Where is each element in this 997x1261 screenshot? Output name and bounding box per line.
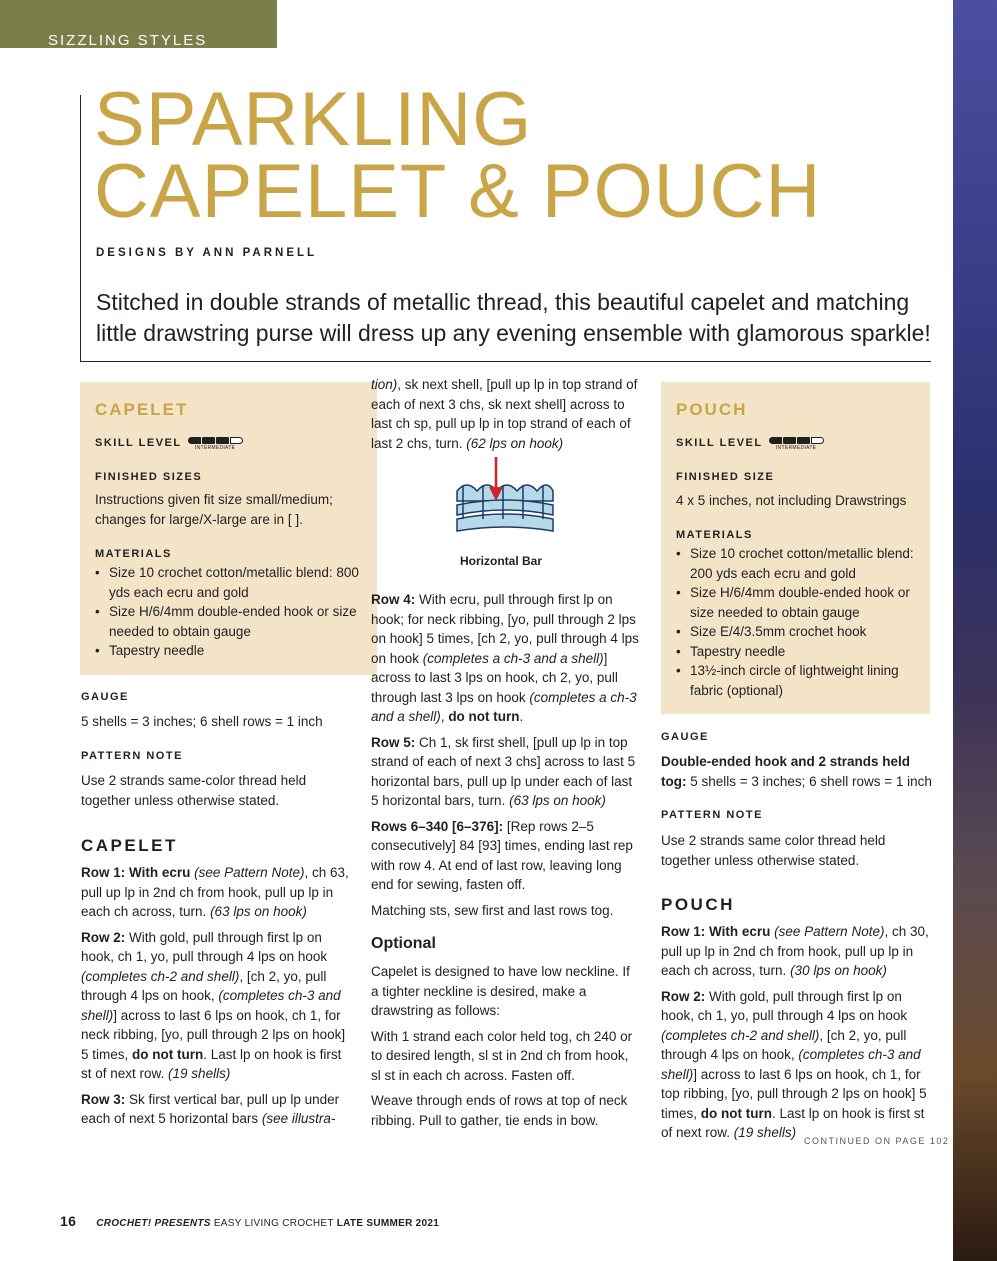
pouch-heading: POUCH <box>661 895 735 914</box>
capelet-gauge-text: 5 shells = 3 inches; 6 shell rows = 1 inch <box>81 714 323 729</box>
optional-heading: Optional <box>371 935 436 952</box>
materials-label: MATERIALS <box>95 548 172 560</box>
page-footer <box>60 1213 439 1229</box>
side-photo-strip <box>953 0 997 1261</box>
capelet-instructions-col2: Row 4: With ecru, pull through first lp on hook; for neck ribbing, [yo, pull through 2 lps on hook] 5 times, [ch 2, yo, pull through 4 lps on hook (completes a ch-3 and a shell)] across to last 3 lps on hook, ch 2, yo, pull through last 3 lps on hook (completes a ch-3 and a shell), do not turn. Row 5: Ch 1, sk first shell, [pull up lp in top strand of each of next 3 chs] across to last 5 horizontal bars, pull up lp under each of last 5 horizontal bars, turn. (63 lps on hook) Rows 6–340 [6–376]: [Rep rows 2–5 consecutively] 84 [93] times, ending last rep with row 4. At end of last row, leaving long end for sewing, fasten off. Matching sts, sew first and last rows tog. <box>371 592 639 918</box>
list-item: • Size E/4/3.5mm crochet hook <box>676 622 924 642</box>
continued-note: CONTINUED ON PAGE 102 <box>804 1136 950 1146</box>
capelet-info-box <box>80 382 377 675</box>
footer-magazine: EASY LIVING CROCHET <box>210 1218 337 1229</box>
capelet-gauge-label: GAUGE <box>81 691 129 703</box>
list-item: • Size 10 crochet cotton/metallic blend: 200 yds each ecru and gold <box>676 544 924 583</box>
capelet-materials-list <box>95 563 365 661</box>
list-item: • Size 10 crochet cotton/metallic blend: 800 yds each ecru and gold <box>95 563 365 602</box>
section-label: SIZZLING STYLES <box>48 32 208 49</box>
pouch-gauge-text: Double-ended hook and 2 strands held tog: 5 shells = 3 inches; 6 shell rows = 1 inch <box>661 754 932 789</box>
capelet-note-label: PATTERN NOTE <box>81 750 183 762</box>
title-rule-horizontal <box>80 361 931 362</box>
horizontal-bar-diagram <box>453 457 557 545</box>
skill-level: SKILL LEVEL INTERMEDIATE <box>95 437 243 451</box>
pouch-box-title: POUCH <box>676 400 748 419</box>
materials-label: MATERIALS <box>676 529 753 541</box>
finished-sizes-text: Instructions given fit size small/medium; changes for large/X-large are in [ ]. <box>95 492 333 527</box>
finished-size-text: 4 x 5 inches, not including Drawstrings <box>676 493 907 508</box>
capelet-heading: CAPELET <box>81 836 178 855</box>
title-rule-vertical <box>80 95 81 362</box>
capelet-note-text: Use 2 strands same-color thread held together unless otherwise stated. <box>81 773 307 808</box>
page-title: SPARKLING CAPELET & POUCH <box>94 77 822 234</box>
list-item: • Size H/6/4mm double-ended hook or size needed to obtain gauge <box>676 583 924 622</box>
pouch-note-label: PATTERN NOTE <box>661 809 763 821</box>
page-number: 16 <box>60 1213 77 1229</box>
capelet-instructions-col1: Row 1: With ecru (see Pattern Note), ch 63, pull up lp in 2nd ch from hook, pull up lp in each ch across, turn. (63 lps on hook) Row 2: With gold, pull through first lp on hook, ch 1, yo, pull through 4 lps on hook (completes ch-2 and shell), [ch 2, yo, pull through 4 lps on hook, (completes ch-3 and shell)] across to last 6 lps on hook, ch 1, for neck ribbing, [yo, pull through 2 lps on hook] 5 times, do not turn. Last lp on hook is first st of next row. (19 shells) Row 3: Sk first vertical bar, pull up lp under each of next 5 horizontal bars (see illustra- <box>81 865 349 1126</box>
skill-level-icon: INTERMEDIATE <box>769 437 824 451</box>
footer-issue: LATE SUMMER 2021 <box>336 1218 440 1229</box>
pouch-gauge-label: GAUGE <box>661 731 709 743</box>
capelet-instructions-col2-top: tion), sk next shell, [pull up lp in top strand of each of next 3 chs, sk next shell] across to last ch sp, pull up lp in top strand of each of last 2 chs, turn. (62 lps on hook) <box>371 377 638 451</box>
finished-size-label: FINISHED SIZE <box>676 471 775 483</box>
pouch-info-box <box>661 382 930 714</box>
footer-publication: CROCHET! PRESENTS <box>96 1218 211 1229</box>
intro-text: Stitched in double strands of metallic thread, this beautiful capelet and matching little drawstring purse will dress up any evening ensemble with glamorous sparkle! <box>96 289 931 346</box>
diagram-caption: Horizontal Bar <box>460 554 543 568</box>
optional-instructions: Capelet is designed to have low neckline. If a tighter neckline is desired, make a drawstring as follows: With 1 strand each color held tog, ch 240 or to desired length, sl st in 2nd ch from hook, sl st in each ch across. Fasten off. Weave through ends of rows at top of neck ribbing. Pull to gather, tie ends in bow. <box>371 964 633 1128</box>
skill-level: SKILL LEVEL INTERMEDIATE <box>676 437 824 451</box>
capelet-box-title: CAPELET <box>95 400 189 419</box>
byline: DESIGNS BY ANN PARNELL <box>96 247 318 259</box>
section-tab <box>0 0 277 48</box>
pouch-materials-list <box>676 544 924 700</box>
finished-sizes-label: FINISHED SIZES <box>95 471 203 483</box>
list-item: • 13½-inch circle of lightweight lining fabric (optional) <box>676 661 924 700</box>
pouch-instructions: Row 1: With ecru (see Pattern Note), ch 30, pull up lp in 2nd ch from hook, pull up lp in each ch across, turn. (30 lps on hook) Row 2: With gold, pull through first lp on hook, ch 1, yo, pull through 4 lps on hook (completes ch-2 and shell), [ch 2, yo, pull through 4 lps on hook, (completes ch-3 and shell)] across to last 6 lps on hook, ch 1, for top ribbing, [yo, pull through 2 lps on hook] 5 times, do not turn. Last lp on hook is first st of next row. (19 shells) <box>661 924 929 1140</box>
pouch-note-text: Use 2 strands same color thread held together unless otherwise stated. <box>661 833 886 868</box>
skill-level-icon: INTERMEDIATE <box>188 437 243 451</box>
list-item: • Tapestry needle <box>676 642 924 662</box>
list-item: • Tapestry needle <box>95 641 365 661</box>
list-item: • Size H/6/4mm double-ended hook or size needed to obtain gauge <box>95 602 365 641</box>
